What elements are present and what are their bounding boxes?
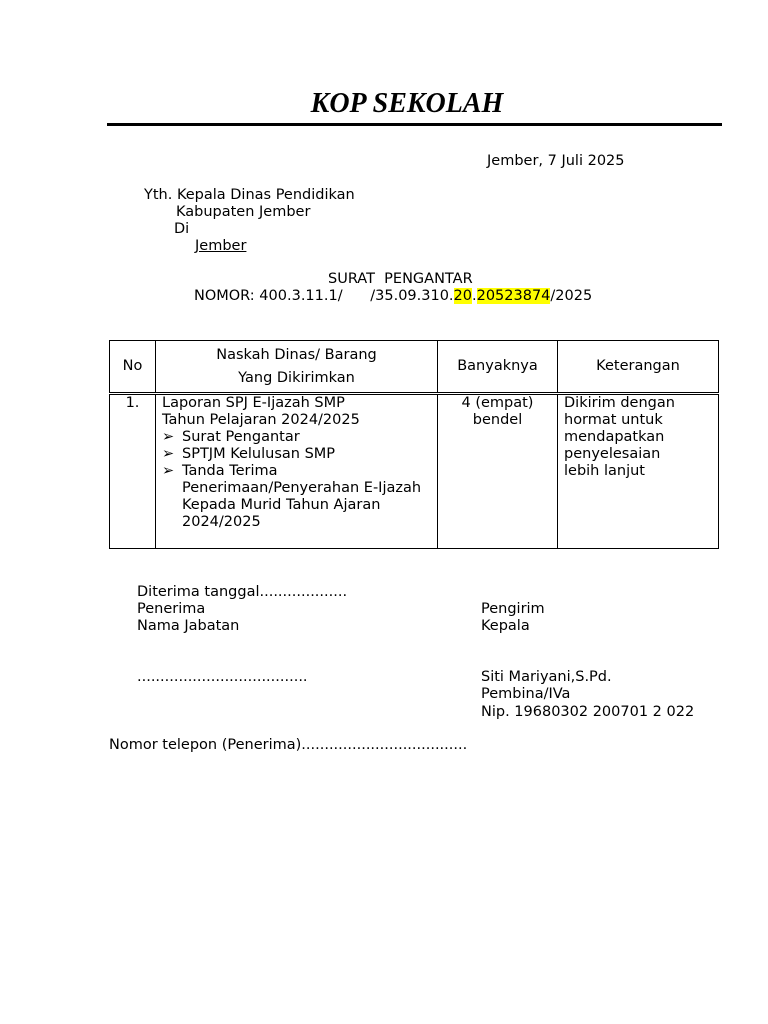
header-item-line-2: Yang Dikirimkan [238,369,355,386]
number-dot: . [472,288,477,304]
recipient-line-1: Yth. Kepala Dinas Pendidikan [144,187,355,203]
bullet-text: SPTJM Kelulusan SMP [182,446,336,462]
letter-number [194,288,592,305]
receiver-position: Nama Jabatan [137,618,240,634]
header-no: No [110,341,156,394]
recipient-city: Jember [195,238,247,254]
page-title: KOP SEKOLAH [310,88,504,119]
row-no: 1. [110,394,156,549]
row-note [558,394,719,549]
sender-rank: Pembina/IVa [481,686,571,702]
row-item [156,394,438,549]
sender-position: Kepala [481,618,530,634]
number-suffix: /2025 [550,288,593,304]
list-item [162,446,437,463]
arrow-bullet-icon: ➢ [162,446,175,462]
letter-subject: SURAT PENGANTAR [328,271,473,287]
received-date: Diterima tanggal................... [137,584,348,600]
sender-label: Pengirim [481,601,545,617]
qty-line-2: bendel [472,412,523,428]
qty-line-1: 4 (empat) [461,395,534,411]
receiver-label: Penerima [137,601,206,617]
bullet-text: Surat Pengantar [182,429,300,445]
item-title-1: Laporan SPJ E-Ijazah SMP [162,395,345,411]
sender-name: Siti Mariyani,S.Pd. [481,669,612,685]
table-header-row [110,341,719,394]
arrow-bullet-icon: ➢ [162,429,175,445]
sender-nip: Nip. 19680302 200701 2 022 [481,704,695,720]
arrow-bullet-icon: ➢ [162,463,175,479]
place-date: Jember, 7 Juli 2025 [487,153,625,169]
header-item [156,341,438,394]
header-note: Keterangan [558,341,719,394]
list-item [162,463,437,531]
header-qty: Banyaknya [438,341,558,394]
row-qty [438,394,558,549]
header-item-line-1: Naskah Dinas/ Barang [216,346,377,363]
receiver-name-blank: ..................................... [137,669,308,685]
list-item [162,429,437,446]
receiver-phone: Nomor telepon (Penerima).................................... [109,737,468,753]
note-text: Dikirim dengan hormat untuk mendapatkan penyelesaian lebih lanjut [564,395,675,479]
number-prefix: NOMOR: 400.3.11.1/ /35.09.310. [194,288,454,304]
header-divider [107,123,722,126]
table-row [110,394,719,549]
items-table [109,340,719,549]
number-highlight-2: 20523874 [476,288,551,304]
number-highlight-1: 20 [453,288,472,304]
bullet-text: Tanda Terima Penerimaan/Penyerahan E-Ijazah Kepada Murid Tahun Ajaran 2024/2025 [182,463,422,530]
item-title-2: Tahun Pelajaran 2024/2025 [162,412,360,428]
recipient-line-2: Kabupaten Jember [176,204,311,220]
recipient-line-3: Di [174,221,190,237]
